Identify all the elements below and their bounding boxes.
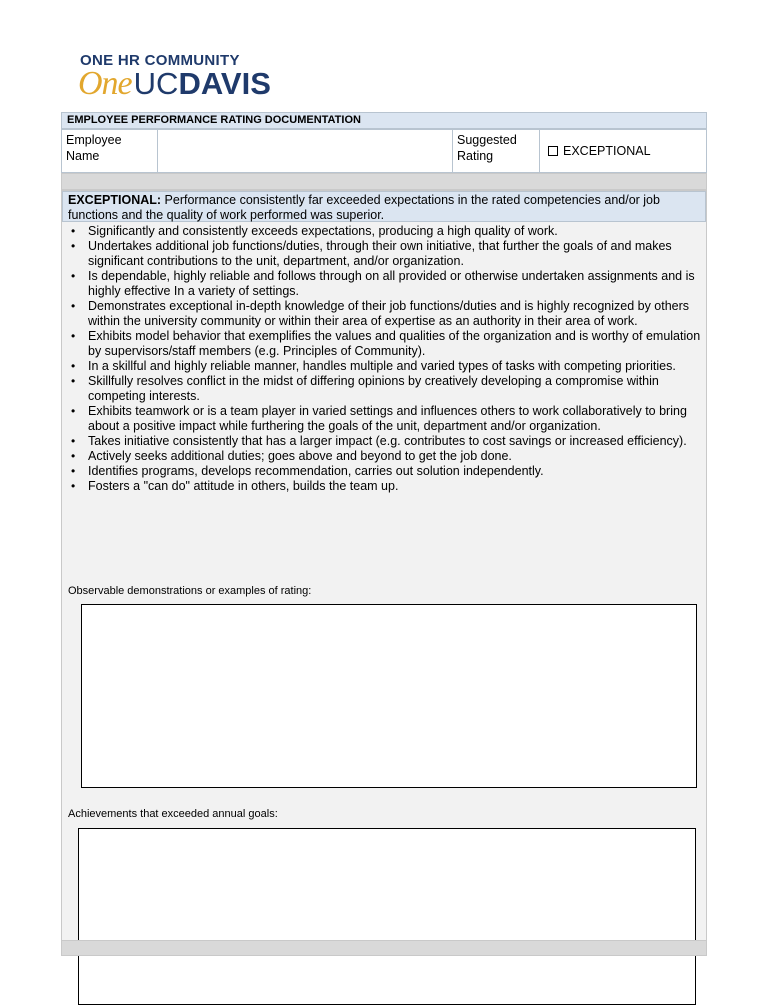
criteria-item — [62, 434, 702, 449]
bullet-icon: • — [71, 464, 76, 478]
employee-name-field[interactable] — [157, 129, 453, 173]
criteria-item — [62, 224, 702, 239]
bullet-icon: • — [71, 269, 76, 283]
bullet-icon: • — [71, 479, 76, 493]
logo-one-uc-davis — [78, 67, 271, 100]
criteria-item — [62, 269, 702, 299]
rating-body — [61, 190, 707, 956]
observable-label: Observable demonstrations or examples of rating: — [68, 585, 312, 597]
one-hr-community-logo — [78, 52, 298, 100]
bullet-icon: • — [71, 359, 76, 373]
bullet-icon: • — [71, 224, 76, 238]
criteria-item — [62, 404, 702, 434]
criteria-text: Actively seeks additional duties; goes above and beyond to get the job done. — [88, 449, 512, 463]
criteria-item — [62, 359, 702, 374]
criteria-item — [62, 299, 702, 329]
achievements-label: Achievements that exceeded annual goals: — [68, 808, 278, 820]
achievements-field[interactable] — [78, 828, 696, 1005]
criteria-item — [62, 374, 702, 404]
rating-form — [61, 112, 707, 956]
logo-top-text: ONE HR COMMUNITY — [80, 52, 240, 69]
bullet-icon: • — [71, 404, 76, 418]
bullet-icon: • — [71, 449, 76, 463]
logo-davis: DAVIS — [178, 66, 271, 101]
criteria-text: In a skillful and highly reliable manner, handles multiple and varied types of tasks with competing priorities. — [88, 359, 676, 373]
criteria-text: Demonstrates exceptional in-depth knowledge of their job functions/duties and is highly recognized by others within the university community or within their area of expertise as an authority in their area of work. — [88, 299, 690, 328]
criteria-text: Exhibits teamwork or is a team player in varied settings and influences others to work collaboratively to bring about a positive impact while furthering the goals of the unit, department and/or organization. — [88, 404, 687, 433]
rating-option-label: EXCEPTIONAL — [563, 144, 651, 158]
employee-info-row — [61, 129, 707, 173]
criteria-item — [62, 479, 702, 494]
criteria-item — [62, 449, 702, 464]
criteria-item — [62, 464, 702, 479]
form-title: EMPLOYEE PERFORMANCE RATING DOCUMENTATION — [61, 112, 707, 129]
criteria-text: Identifies programs, develops recommendation, carries out solution independently. — [88, 464, 544, 478]
suggested-rating-label: Suggested Rating — [452, 129, 540, 173]
criteria-text: Fosters a "can do" attitude in others, builds the team up. — [88, 479, 399, 493]
definition-term: EXCEPTIONAL: — [68, 193, 162, 207]
definition-text: Performance consistently far exceeded expectations in the rated competencies and/or job functions and the quality of work performed was superior. — [68, 193, 660, 222]
criteria-text: Undertakes additional job functions/duties, through their own initiative, that further the goals of and makes significant contributions to the unit, department, and/or organization. — [88, 239, 672, 268]
criteria-item — [62, 329, 702, 359]
bullet-icon: • — [71, 239, 76, 253]
bullet-icon: • — [71, 329, 76, 343]
rating-option-exceptional[interactable] — [539, 129, 707, 173]
separator-bar — [61, 173, 707, 190]
criteria-item — [62, 239, 702, 269]
logo-uc: UC — [133, 66, 179, 101]
criteria-text: Skillfully resolves conflict in the midst of differing opinions by creatively developing a compromise within competing interests. — [88, 374, 659, 403]
footer-bar — [61, 940, 707, 956]
criteria-list — [62, 224, 702, 494]
bullet-icon: • — [71, 434, 76, 448]
criteria-text: Significantly and consistently exceeds expectations, producing a high quality of work. — [88, 224, 558, 238]
bullet-icon: • — [71, 299, 76, 313]
employee-name-label: Employee Name — [61, 129, 158, 173]
criteria-text: Takes initiative consistently that has a larger impact (e.g. contributes to cost savings or increased efficiency). — [88, 434, 687, 448]
criteria-text: Is dependable, highly reliable and follows through on all provided or otherwise undertaken assignments and is highly effective In a variety of settings. — [88, 269, 695, 298]
rating-definition — [62, 191, 706, 222]
bullet-icon: • — [71, 374, 76, 388]
criteria-text: Exhibits model behavior that exemplifies the values and qualities of the organization and is worthy of emulation by supervisors/staff members (e.g. Principles of Community). — [88, 329, 701, 358]
observable-examples-field[interactable] — [81, 604, 697, 788]
logo-one: One — [78, 65, 132, 102]
exceptional-checkbox[interactable] — [548, 146, 558, 156]
